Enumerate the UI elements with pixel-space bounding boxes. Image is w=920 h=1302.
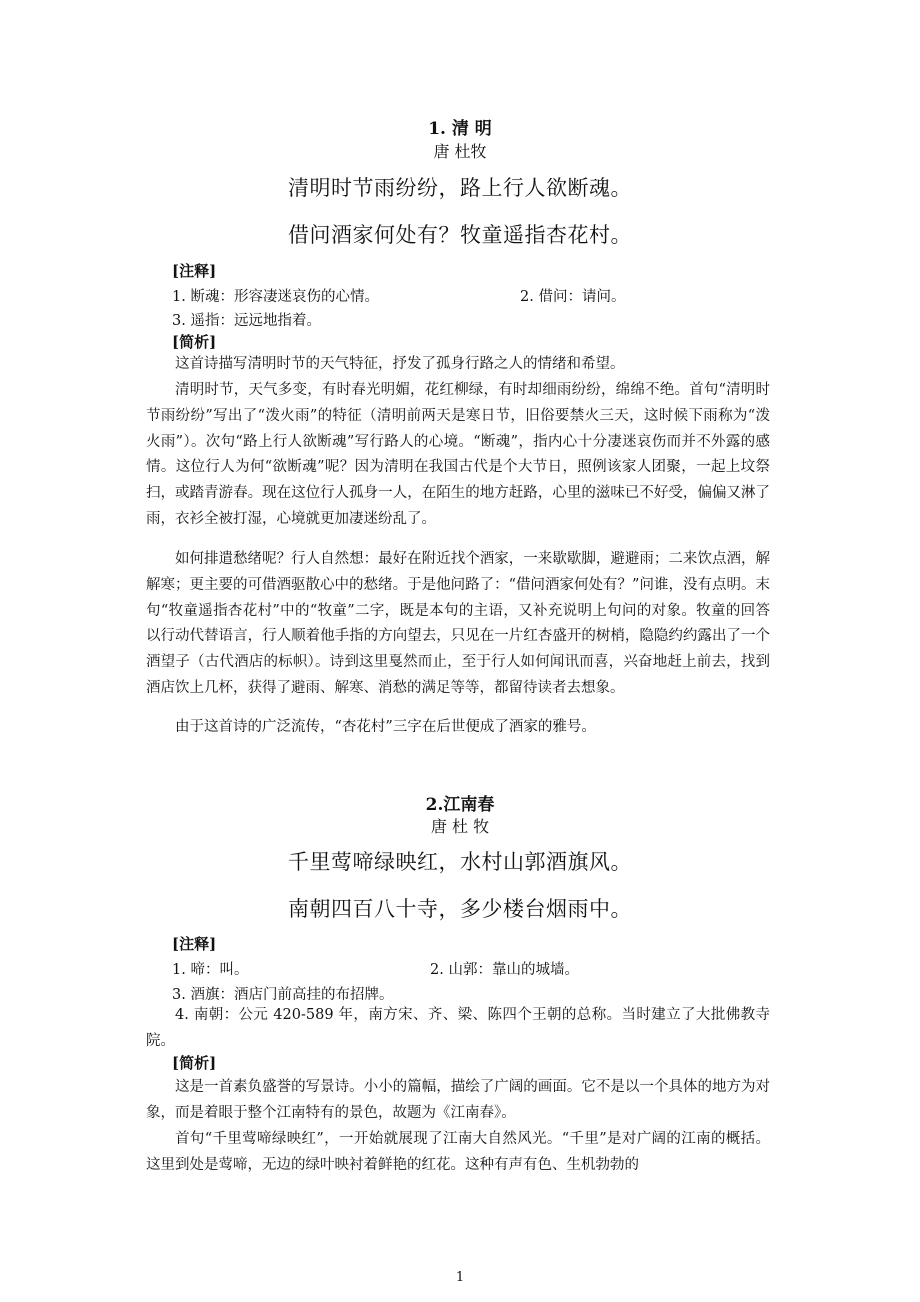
poem2-note-1: 1. 啼：叫。 — [172, 962, 249, 978]
poem2-verse-line1: 千里莺啼绿映红，水村山郭酒旗风。 — [288, 850, 632, 874]
poem1-note-2: 2. 借问：请问。 — [520, 289, 626, 305]
poem1-analysis-label: [简析] — [172, 333, 217, 351]
poem2-analysis-label: [简析] — [172, 1054, 217, 1072]
poem1-analysis-para-3: 如何排遣愁绪呢？行人自然想：最好在附近找个酒家，一来歇歇脚，避避雨；二来饮点酒，解解寒；更主要的可借酒驱散心中的愁绪。于是他问路了：“借问酒家何处有？”问谁，没有点明。末句“牧童遥指杏花村”中的“牧童”二字，既是本句的主语，又补充说明上句问的对象。牧童的回答以行动代替语言，行人顺着他手指的方向望去，只见在一片红杏盛开的树梢，隐隐约约露出了一个酒望子（古代酒店的标帜）。诗到这里戛然而止，至于行人如何闻讯而喜，兴奋地赶上前去，找到酒店饮上几杯，获得了避雨、解寒、消愁的满足等等，都留待读者去想象。 — [146, 551, 770, 696]
poem1-analysis-para-2: 清明时节，天气多变，有时春光明媚，花红柳绿，有时却细雨纷纷，绵绵不绝。首句“清明时节雨纷纷”写出了“泼火雨”的特征（清明前两天是寒日节，旧俗要禁火三天，这时候下雨称为“泼火雨”）。次句“路上行人欲断魂”写行路人的心境。“断魂”，指内心十分凄迷哀伤而并不外露的感情。这位行人为何“欲断魂”呢？因为清明在我国古代是个大节日，照例该家人团聚，一起上坟祭扫，或踏青游春。现在这位行人孤身一人，在陌生的地方赶路，心里的滋味已不好受，偏偏又淋了雨，衣衫全被打湿，心境就更加凄迷纷乱了。 — [146, 382, 770, 527]
poem2-verse-line2: 南朝四百八十寺，多少楼台烟雨中。 — [288, 897, 632, 921]
poem2-analysis-para-2: 首句“千里莺啼绿映红”，一开始就展现了江南大自然风光。“千里”是对广阔的江南的概括。这里到处是莺啼，无边的绿叶映衬着鲜艳的红花。这种有声有色、生机勃勃的 — [146, 1131, 770, 1173]
poem1-title: 1. 清 明 — [428, 119, 492, 139]
poem2-note-2: 2. 山郭：靠山的城墙。 — [430, 962, 579, 978]
poem1-verse-line2: 借问酒家何处有？牧童遥指杏花村。 — [288, 223, 632, 247]
poem2-notes-label: [注释] — [172, 935, 217, 953]
poem2-note-3: 3. 酒旗：酒店门前高挂的布招牌。 — [172, 987, 394, 1003]
page-number: 1 — [455, 1270, 465, 1285]
poem2-analysis-para-1: 这是一首素负盛誉的写景诗。小小的篇幅，描绘了广阔的画面。它不是以一个具体的地方为对象，而是着眼于整个江南特有的景色，故题为《江南春》。 — [146, 1079, 770, 1121]
poem1-verse-line1: 清明时节雨纷纷，路上行人欲断魂。 — [288, 176, 632, 200]
poem1-author: 唐 杜牧 — [433, 142, 487, 161]
poem1-note-3: 3. 遥指：远远地指着。 — [172, 313, 321, 329]
poem1-analysis-para-1: 这首诗描写清明时节的天气特征，抒发了孤身行路之人的情绪和希望。 — [175, 356, 625, 372]
poem1-notes-label: [注释] — [172, 262, 217, 280]
poem1-note-1: 1. 断魂：形容凄迷哀伤的心情。 — [172, 289, 379, 305]
poem2-title: 2.江南春 — [425, 795, 495, 815]
poem2-author: 唐 杜 牧 — [430, 817, 490, 836]
poem1-analysis-para-4: 由于这首诗的广泛流传，“杏花村”三字在后世便成了酒家的雅号。 — [175, 719, 596, 735]
poem2-note-4: 4. 南朝：公元 420-589 年，南方宋、齐、梁、陈四个王朝的总称。当时建立了大批佛教寺院。 — [146, 1007, 770, 1049]
